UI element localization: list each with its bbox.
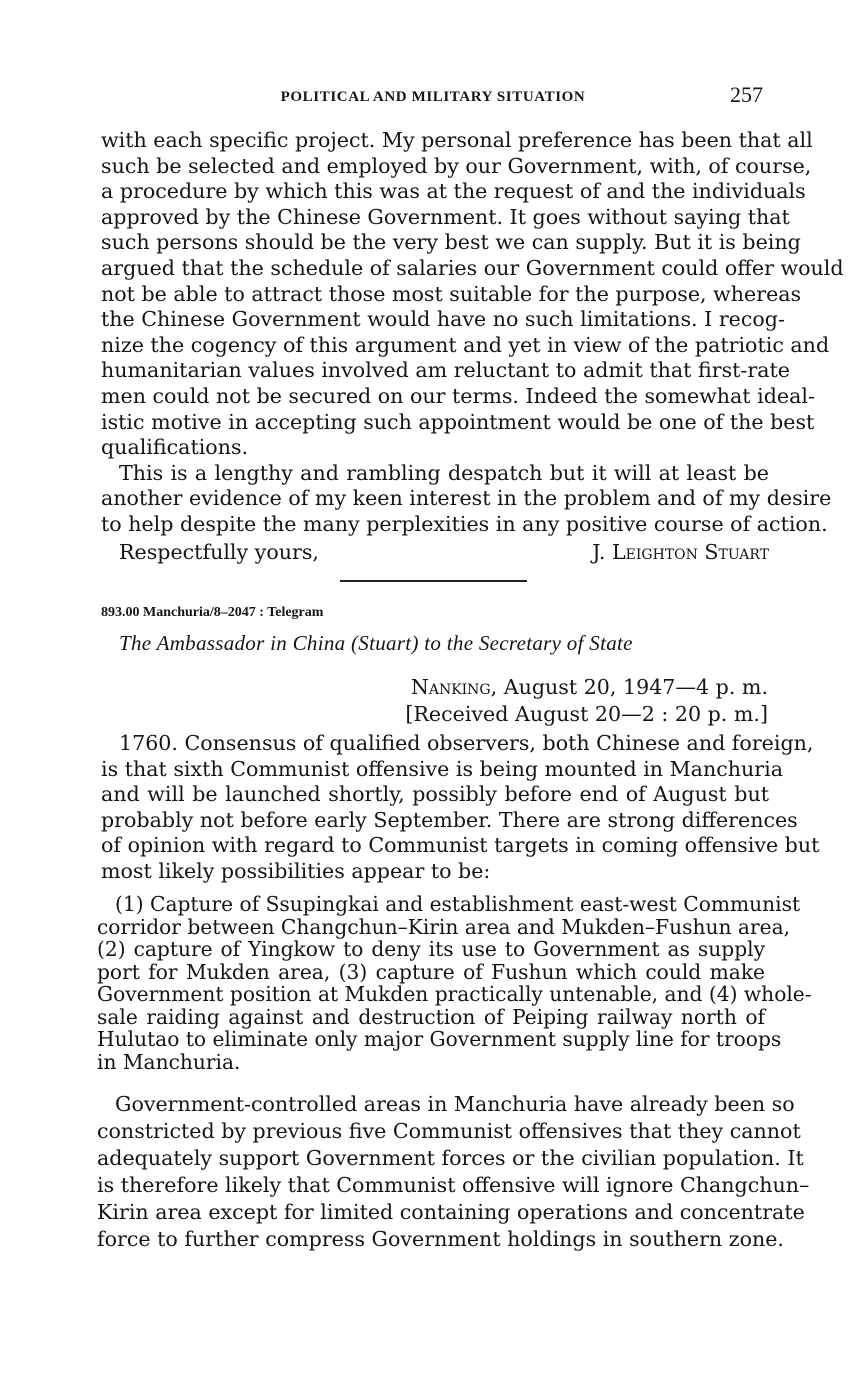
dateline-place: Nanking [410, 675, 491, 699]
list-line: sale raiding against and destruction of Peiping railway north of [97, 1004, 765, 1029]
text-line: with each specific project. My personal preference has been that all [101, 128, 813, 152]
possibilities-list [97, 892, 812, 1074]
dateline-received: [Received August 20—2 : 20 p. m.] [405, 702, 768, 726]
list-line: Hulutao to eliminate only major Government supply line for troops [97, 1027, 782, 1051]
text-line: probably not before early September. There are strong differences [101, 807, 798, 832]
text-line: istic motive in accepting such appointment would be one of the best [101, 409, 815, 434]
list-line: (1) Capture of Ssupingkai and establishment east-west Communist [115, 892, 801, 916]
telegram-opening-paragraph [101, 731, 820, 885]
text-line: such persons should be the very best we can supply. But it is being [101, 230, 801, 255]
text-line: 1760. Consensus of qualified observers, both Chinese and foreign, [119, 731, 814, 755]
signature-initial: J. [592, 540, 606, 564]
text-line: Government-controlled areas in Manchuria have already been so [115, 1092, 795, 1116]
text-line: not be able to attract those most suitable for the purpose, whereas [101, 281, 802, 306]
list-line: port for Mukden area, (3) capture of Fushun which could make [97, 959, 765, 984]
text-line: the Chinese Government would have no such limitations. I recog- [101, 307, 785, 332]
section-divider [340, 580, 527, 582]
text-line: Kirin area except for limited containing operations and concentrate [97, 1200, 805, 1224]
list-line: in Manchuria. [97, 1049, 241, 1074]
text-line: such be selected and employed by our Government, with, of course, [101, 153, 812, 178]
text-line: and will be launched shortly, possibly before end of August but [101, 782, 769, 807]
text-line: approved by the Chinese Government. It goes without saying that [101, 204, 790, 229]
closing-line: This is a lengthy and rambling despatch but it will at least be [119, 460, 769, 485]
text-line: constricted by previous five Communist offensives that they cannot [97, 1119, 801, 1143]
document-heading: The Ambassador in China (Stuart) to the Secretary of State [119, 631, 633, 655]
signature-name: Leighton Stuart [612, 540, 769, 564]
text-line: nize the cogency of this argument and yet in view of the patriotic and [101, 332, 830, 357]
dateline [405, 674, 768, 728]
list-line: corridor between Changchun–Kirin area and Mukden–Fushun area, [97, 914, 791, 939]
text-line: is that sixth Communist offensive is being mounted in Manchuria [101, 756, 783, 781]
file-reference: 893.00 Manchuria/8–2047 : Telegram [101, 605, 324, 620]
closing-line: another evidence of my keen interest in the problem and of my desire [101, 486, 832, 511]
signature [592, 540, 769, 564]
text-line: men could not be secured on our terms. Indeed the somewhat ideal- [101, 383, 815, 408]
list-line: Government position at Mukden practically untenable, and (4) whole- [97, 982, 812, 1006]
text-line: of opinion with regard to Communist targets in coming offensive but [101, 833, 820, 858]
salutation: Respectfully yours, [119, 540, 319, 564]
dateline-date: , August 20, 1947—4 p. m. [490, 675, 768, 699]
page-number: 257 [730, 82, 763, 107]
running-title: POLITICAL AND MILITARY SITUATION [280, 89, 586, 105]
text-line: is therefore likely that Communist offensive will ignore Changchun– [97, 1173, 810, 1197]
text-line: force to further compress Government holdings in southern zone. [97, 1227, 784, 1251]
text-line: adequately support Government forces or the civilian population. It [97, 1146, 804, 1170]
closing-line: to help despite the many perplexities in any positive course of action. [101, 511, 828, 536]
text-line: humanitarian values involved am reluctant to admit that first-rate [101, 358, 790, 383]
list-line: (2) capture of Yingkow to deny its use to Government as supply [97, 937, 765, 961]
text-line: qualifications. [101, 435, 249, 460]
text-line: a procedure by which this was at the request of and the individuals [101, 179, 806, 204]
dateline-sent [405, 674, 768, 701]
text-line: argued that the schedule of salaries our Government could offer would [101, 255, 844, 280]
signoff [119, 540, 769, 564]
text-line: most likely possibilities appear to be: [101, 858, 491, 883]
continued-paragraph [101, 128, 844, 538]
followup-paragraph [97, 1091, 810, 1253]
